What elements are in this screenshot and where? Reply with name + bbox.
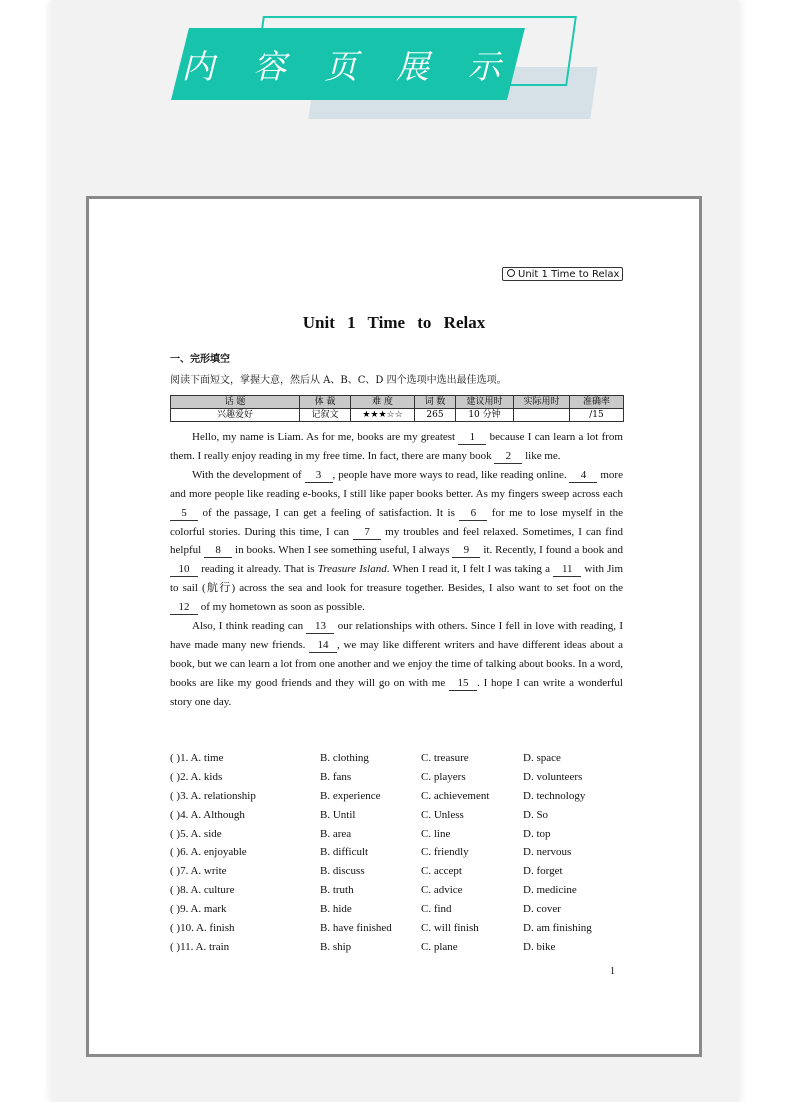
text-run: of my hometown as soon as possible. [198, 601, 365, 614]
question-row [170, 749, 623, 768]
option-b: B. fans [320, 770, 352, 783]
blank-12: 12 [170, 601, 198, 615]
unit-header-tag [502, 267, 623, 281]
blank-7: 7 [353, 526, 381, 540]
option-d: D. So [523, 808, 549, 821]
option-c: C. friendly [421, 846, 469, 859]
option-c: C. achievement [421, 789, 490, 802]
option-a: ( )1. A. time [170, 752, 224, 764]
option-a: ( )8. A. culture [170, 884, 235, 897]
option-c: C. line [421, 827, 451, 840]
blank-15: 15 [449, 677, 477, 691]
option-b: B. difficult [320, 846, 369, 859]
info-header-cell: 建议用时 [456, 396, 514, 409]
option-a: ( )2. A. kids [170, 770, 223, 783]
blank-4: 4 [569, 469, 597, 483]
info-value-cell: ★★★☆☆ [351, 409, 415, 422]
blank-6: 6 [459, 507, 487, 521]
info-value-cell: 265 [415, 409, 456, 422]
blank-3: 3 [305, 469, 333, 483]
question-row [170, 919, 623, 938]
question-options [170, 749, 623, 957]
blank-14: 14 [309, 639, 337, 653]
question-row [170, 768, 623, 787]
option-c: C. players [421, 770, 466, 783]
info-header-cell: 难 度 [351, 396, 415, 409]
option-b: B. clothing [320, 752, 369, 764]
info-value-cell: 10 分钟 [456, 409, 514, 422]
text-run: . When I read it, I felt I was taking a [386, 563, 554, 576]
text-run: my troubles and feel relaxed. Sometimes, I can find helpful [170, 525, 624, 557]
option-d: D. space [523, 752, 561, 764]
option-b: B. discuss [320, 865, 365, 878]
question-row [170, 806, 623, 825]
option-c: C. find [421, 903, 452, 916]
section-instruction: 阅读下面短文，掌握大意，然后从 A、B、C、D 四个选项中选出最佳选项。 [170, 375, 507, 386]
option-b: B. ship [320, 940, 352, 953]
option-a: ( )10. A. finish [170, 922, 235, 935]
text-run: like me. [522, 449, 561, 462]
option-a: ( )9. A. mark [170, 903, 227, 916]
question-row [170, 862, 623, 881]
option-b: B. Until [320, 808, 356, 821]
option-c: C. Unless [421, 808, 464, 821]
option-b: B. have finished [320, 922, 392, 935]
option-a: ( )7. A. write [170, 865, 227, 878]
text-run: our relationships with others. Since I fell in love with reading, I have made many new friends. [170, 620, 623, 651]
blank-1: 1 [458, 431, 486, 445]
info-value-cell: 兴趣爱好 [171, 409, 300, 422]
option-b: B. experience [320, 789, 381, 802]
option-d: D. forget [523, 865, 563, 878]
blank-2: 2 [494, 450, 522, 464]
section-heading: 一、完形填空 [170, 354, 230, 365]
blank-11: 11 [553, 563, 581, 577]
option-a: ( )3. A. relationship [170, 789, 256, 802]
text-run: because I can learn a lot from them. I really enjoy reading in my free time. In fact, there are many book [170, 431, 623, 462]
text-run: , we may like different writers and have different ideas about a book, but we can learn a lot from one another and we enjoy the time of talking about books. In a word, books are like my good friends and they will go on with me [170, 638, 623, 689]
question-row [170, 825, 623, 844]
info-header-cell: 话 题 [171, 396, 300, 409]
reading-passage [170, 428, 623, 712]
option-c: C. treasure [421, 752, 469, 764]
question-row [170, 881, 623, 900]
info-table-header-row [171, 396, 624, 409]
text-run: Hello, my name is Liam. As for me, books are my greatest [192, 431, 459, 443]
text-run: , people have more ways to read, like reading online. [332, 468, 570, 481]
question-row [170, 843, 623, 862]
paragraph-3 [170, 617, 623, 712]
info-header-cell: 实际用时 [514, 396, 570, 409]
info-header-cell: 体 裁 [300, 396, 351, 409]
option-b: B. area [320, 827, 352, 840]
text-run: . I hope I can write a wonderful story one day. [170, 676, 623, 708]
paragraph-1 [170, 428, 623, 466]
blank-9: 9 [452, 544, 480, 558]
option-c: C. will finish [421, 922, 479, 935]
option-c: C. accept [421, 865, 462, 878]
option-d: D. top [523, 827, 551, 840]
blank-8: 8 [204, 544, 232, 558]
blank-13: 13 [306, 620, 334, 634]
option-d: D. nervous [523, 846, 572, 859]
info-table-value-row [171, 409, 624, 422]
page-number: 1 [610, 966, 615, 977]
book-title: Treasure Island [317, 563, 387, 576]
text-run: reading it already. That is [198, 563, 318, 576]
text-run: of the passage, I can get a feeling of satisfaction. It is [198, 506, 460, 519]
info-value-cell: 记叙文 [300, 409, 351, 422]
text-run: with Jim to sail (航行) across the sea and look for treasure together. Besides, I also want to set foot on the [170, 563, 624, 595]
option-c: C. advice [421, 884, 463, 897]
blank-10: 10 [170, 563, 198, 577]
option-d: D. cover [523, 903, 561, 916]
option-d: D. bike [523, 940, 556, 953]
info-value-cell: /15 [570, 409, 624, 422]
option-a: ( )5. A. side [170, 827, 222, 840]
info-header-cell: 词 数 [415, 396, 456, 409]
option-a: ( )6. A. enjoyable [170, 846, 247, 859]
info-value-cell [514, 409, 570, 422]
banner-title: 内 容 页 展 示 [181, 46, 515, 86]
text-run: it. Recently, I found a book and [480, 544, 623, 557]
unit-header-text: Unit 1 Time to Relax [518, 269, 620, 280]
question-row [170, 787, 623, 806]
option-d: D. medicine [523, 884, 577, 897]
option-b: B. hide [320, 903, 352, 916]
blank-5: 5 [170, 507, 198, 521]
option-d: D. volunteers [523, 770, 583, 783]
option-a: ( )11. A. train [170, 940, 230, 953]
text-run: for me to lose myself in the colorful stories. During this time, I can [170, 506, 623, 538]
info-table [170, 395, 624, 422]
page-title: Unit 1 Time to Relax [302, 313, 486, 332]
text-run: more and more people like reading e-books, I still like paper books better. As my fingers sweep across each [170, 468, 623, 500]
paragraph-2 [170, 466, 623, 617]
option-c: C. plane [421, 940, 458, 953]
info-header-cell: 准确率 [570, 396, 624, 409]
option-d: D. technology [523, 789, 586, 802]
question-row [170, 938, 623, 957]
circle-icon [507, 269, 515, 277]
text-run: With the development of [192, 468, 305, 481]
question-row [170, 900, 623, 919]
option-d: D. am finishing [523, 922, 592, 935]
text-run: in books. When I see something useful, I always [232, 544, 453, 557]
document-page [86, 196, 702, 1057]
text-run: Also, I think reading can [192, 620, 307, 633]
option-b: B. truth [320, 884, 354, 897]
option-a: ( )4. A. Although [170, 808, 245, 821]
